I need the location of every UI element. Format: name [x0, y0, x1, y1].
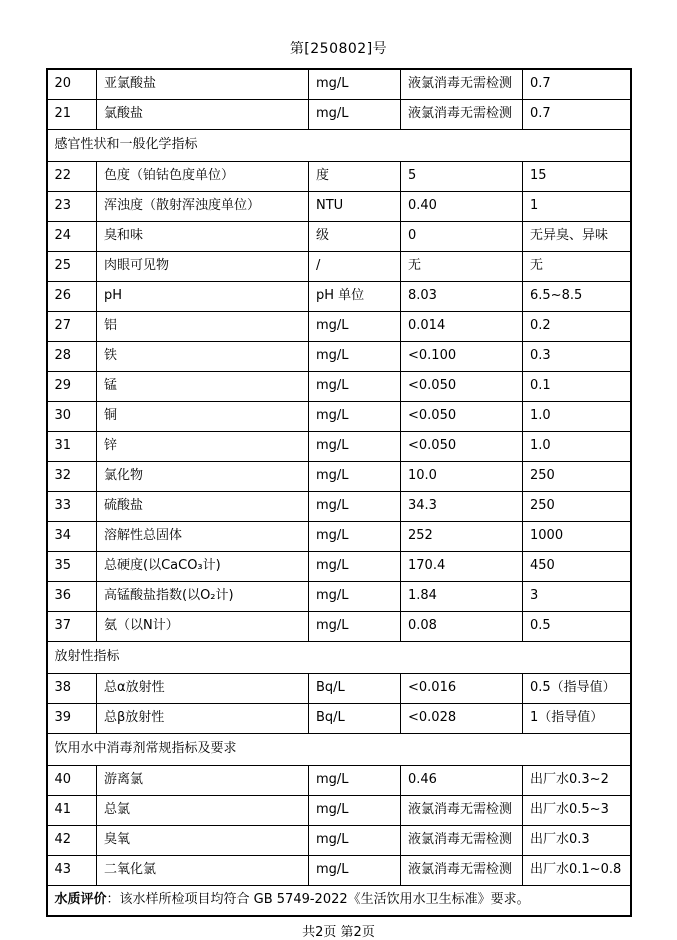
cell-no: 22	[47, 162, 97, 192]
table-row	[47, 162, 631, 192]
cell-value: 0	[401, 222, 523, 252]
cell-value: 1.84	[401, 582, 523, 612]
section-header-row	[47, 734, 631, 766]
cell-item: 亚氯酸盐	[97, 69, 309, 100]
cell-value: 液氯消毒无需检测	[401, 69, 523, 100]
cell-no: 29	[47, 372, 97, 402]
cell-limit: 0.1	[523, 372, 631, 402]
cell-no: 32	[47, 462, 97, 492]
cell-value: <0.028	[401, 704, 523, 734]
cell-item: 氯化物	[97, 462, 309, 492]
cell-no: 34	[47, 522, 97, 552]
cell-unit: NTU	[309, 192, 401, 222]
cell-limit: 0.5	[523, 612, 631, 642]
table-row	[47, 432, 631, 462]
page-footer: 共2页 第2页	[302, 925, 375, 940]
cell-item: 臭氧	[97, 826, 309, 856]
table-row	[47, 282, 631, 312]
cell-no: 33	[47, 492, 97, 522]
cell-item: 总α放射性	[97, 674, 309, 704]
cell-value: 0.40	[401, 192, 523, 222]
cell-unit: mg/L	[309, 826, 401, 856]
table-row	[47, 69, 631, 100]
cell-item: 溶解性总固体	[97, 522, 309, 552]
cell-no: 40	[47, 766, 97, 796]
cell-unit: mg/L	[309, 100, 401, 130]
section-header: 放射性指标	[47, 642, 631, 674]
cell-value: 10.0	[401, 462, 523, 492]
cell-limit: 0.7	[523, 100, 631, 130]
table-row	[47, 582, 631, 612]
cell-item: 总β放射性	[97, 704, 309, 734]
evaluation-cell	[47, 886, 631, 917]
table-row	[47, 856, 631, 886]
cell-value: <0.050	[401, 402, 523, 432]
cell-unit: pH 单位	[309, 282, 401, 312]
cell-value: 0.08	[401, 612, 523, 642]
cell-limit: 250	[523, 492, 631, 522]
cell-no: 25	[47, 252, 97, 282]
cell-item: 臭和味	[97, 222, 309, 252]
cell-limit: 0.7	[523, 69, 631, 100]
cell-item: 色度（铂钴色度单位）	[97, 162, 309, 192]
cell-no: 23	[47, 192, 97, 222]
table-row	[47, 312, 631, 342]
cell-item: 氨（以N计）	[97, 612, 309, 642]
cell-limit: 出厂水0.1~0.8	[523, 856, 631, 886]
cell-unit: mg/L	[309, 522, 401, 552]
cell-value: 液氯消毒无需检测	[401, 100, 523, 130]
cell-value: 液氯消毒无需检测	[401, 856, 523, 886]
cell-unit: mg/L	[309, 372, 401, 402]
cell-no: 41	[47, 796, 97, 826]
cell-limit: 出厂水0.3	[523, 826, 631, 856]
cell-unit: 度	[309, 162, 401, 192]
table-row	[47, 222, 631, 252]
cell-unit: mg/L	[309, 766, 401, 796]
cell-item: 游离氯	[97, 766, 309, 796]
table-row	[47, 462, 631, 492]
doc-number: 第[250802]号	[289, 41, 388, 57]
cell-limit: 0.3	[523, 342, 631, 372]
cell-unit: mg/L	[309, 69, 401, 100]
cell-limit: 450	[523, 552, 631, 582]
cell-value: 8.03	[401, 282, 523, 312]
cell-limit: 0.2	[523, 312, 631, 342]
table-row	[47, 826, 631, 856]
water-quality-table-body	[47, 69, 631, 886]
cell-unit: mg/L	[309, 342, 401, 372]
cell-limit: 出厂水0.5~3	[523, 796, 631, 826]
cell-value: <0.016	[401, 674, 523, 704]
cell-limit: 无	[523, 252, 631, 282]
cell-value: 液氯消毒无需检测	[401, 796, 523, 826]
cell-unit: mg/L	[309, 856, 401, 886]
cell-item: 浑浊度（散射浑浊度单位）	[97, 192, 309, 222]
cell-unit: mg/L	[309, 612, 401, 642]
cell-no: 37	[47, 612, 97, 642]
table-row	[47, 796, 631, 826]
cell-limit: 0.5（指导值）	[523, 674, 631, 704]
cell-item: 氯酸盐	[97, 100, 309, 130]
cell-unit: mg/L	[309, 462, 401, 492]
cell-value: 5	[401, 162, 523, 192]
cell-unit: mg/L	[309, 582, 401, 612]
table-row	[47, 522, 631, 552]
cell-no: 28	[47, 342, 97, 372]
cell-value: 液氯消毒无需检测	[401, 826, 523, 856]
cell-item: pH	[97, 282, 309, 312]
cell-item: 铁	[97, 342, 309, 372]
table-row	[47, 192, 631, 222]
water-quality-table	[46, 68, 632, 917]
cell-item: 总氯	[97, 796, 309, 826]
cell-unit: Bq/L	[309, 704, 401, 734]
cell-no: 42	[47, 826, 97, 856]
cell-unit: mg/L	[309, 432, 401, 462]
cell-unit: mg/L	[309, 796, 401, 826]
evaluation-label: 水质评价	[54, 892, 107, 908]
cell-item: 锌	[97, 432, 309, 462]
table-row	[47, 612, 631, 642]
cell-item: 硫酸盐	[97, 492, 309, 522]
cell-no: 26	[47, 282, 97, 312]
cell-item: 锰	[97, 372, 309, 402]
cell-no: 31	[47, 432, 97, 462]
cell-no: 24	[47, 222, 97, 252]
cell-limit: 1000	[523, 522, 631, 552]
cell-item: 铜	[97, 402, 309, 432]
cell-item: 总硬度(以CaCO₃计)	[97, 552, 309, 582]
cell-limit: 6.5~8.5	[523, 282, 631, 312]
table-row	[47, 372, 631, 402]
cell-value: <0.050	[401, 372, 523, 402]
cell-no: 20	[47, 69, 97, 100]
cell-no: 43	[47, 856, 97, 886]
cell-value: 无	[401, 252, 523, 282]
table-row	[47, 552, 631, 582]
cell-limit: 1（指导值）	[523, 704, 631, 734]
cell-limit: 250	[523, 462, 631, 492]
section-header-row	[47, 130, 631, 162]
cell-unit: mg/L	[309, 552, 401, 582]
cell-limit: 15	[523, 162, 631, 192]
evaluation-row	[47, 886, 631, 917]
cell-limit: 1.0	[523, 402, 631, 432]
table-row	[47, 704, 631, 734]
table-row	[47, 492, 631, 522]
cell-limit: 出厂水0.3~2	[523, 766, 631, 796]
cell-value: 0.014	[401, 312, 523, 342]
cell-item: 铝	[97, 312, 309, 342]
cell-no: 35	[47, 552, 97, 582]
table-row	[47, 342, 631, 372]
cell-unit: /	[309, 252, 401, 282]
table-row	[47, 100, 631, 130]
table-row	[47, 402, 631, 432]
cell-no: 38	[47, 674, 97, 704]
cell-item: 肉眼可见物	[97, 252, 309, 282]
cell-no: 27	[47, 312, 97, 342]
table-row	[47, 674, 631, 704]
cell-value: <0.100	[401, 342, 523, 372]
cell-limit: 无异臭、异味	[523, 222, 631, 252]
table-row	[47, 252, 631, 282]
cell-value: 252	[401, 522, 523, 552]
cell-value: 0.46	[401, 766, 523, 796]
section-header-row	[47, 642, 631, 674]
cell-item: 高锰酸盐指数(以O₂计)	[97, 582, 309, 612]
section-header: 感官性状和一般化学指标	[47, 130, 631, 162]
cell-value: <0.050	[401, 432, 523, 462]
cell-no: 36	[47, 582, 97, 612]
cell-no: 21	[47, 100, 97, 130]
cell-unit: mg/L	[309, 402, 401, 432]
cell-limit: 1	[523, 192, 631, 222]
cell-no: 39	[47, 704, 97, 734]
section-header: 饮用水中消毒剂常规指标及要求	[47, 734, 631, 766]
evaluation-text: ：该水样所检项目均符合 GB 5749-2022《生活饮用水卫生标准》要求。	[106, 892, 530, 908]
cell-value: 34.3	[401, 492, 523, 522]
cell-unit: Bq/L	[309, 674, 401, 704]
cell-limit: 1.0	[523, 432, 631, 462]
cell-unit: mg/L	[309, 492, 401, 522]
cell-no: 30	[47, 402, 97, 432]
cell-limit: 3	[523, 582, 631, 612]
cell-item: 二氧化氯	[97, 856, 309, 886]
cell-unit: mg/L	[309, 312, 401, 342]
table-row	[47, 766, 631, 796]
cell-unit: 级	[309, 222, 401, 252]
cell-value: 170.4	[401, 552, 523, 582]
